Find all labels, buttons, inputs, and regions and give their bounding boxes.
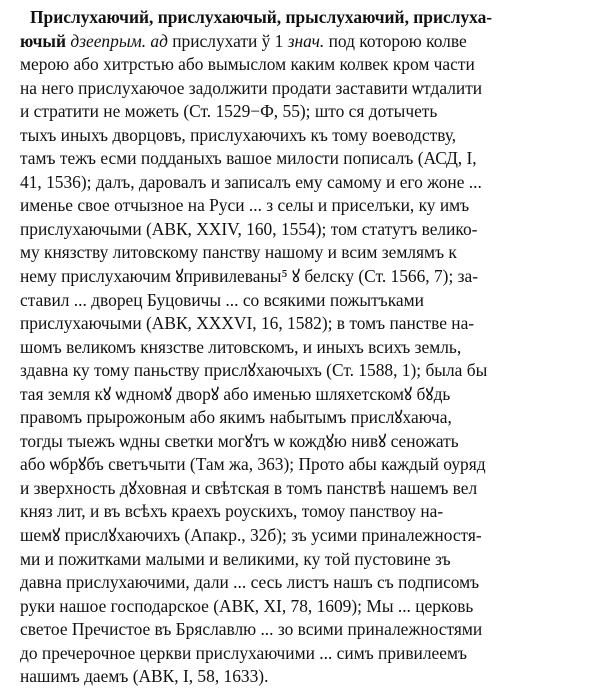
entry-line: давна прислухаючими, дали ... сесь листъ нашъ съ подписомъ: [20, 572, 480, 593]
entry-line: именье свое отчызное на Руси ... з селы и приселъки, ку имъ: [20, 195, 470, 216]
entry-line-2: [20, 30, 588, 54]
entry-line: тыхъ иныхъ дворцовъ, прислухаючихъ къ тому воеводству,: [20, 124, 457, 145]
entry-line: княз лит, и въ всѣхъ краехъ роускихъ, томоу панствоу на-: [20, 501, 444, 522]
entry-line: тая земля кꙋ ѡдномꙋ дворꙋ або именью шляхетскомꙋ бꙋдь: [20, 383, 451, 404]
entry-line: шомъ великомъ князстве литовскомъ, и иныхъ всихъ земль,: [20, 336, 462, 357]
entry-line-last: нашимъ даемъ (АВК, I, 58, 1633).: [20, 666, 269, 687]
entry-line-1: [20, 6, 588, 30]
entry-line: 41, 1536); далъ, даровалъ и записалъ ему самому и его жоне ...: [20, 171, 482, 192]
entry-line: здавна ку тому паньству прислꙋхаючыхъ (Ст. 1588, 1); была бы: [20, 360, 488, 381]
entry-line: светое Пречистое въ Бряславлю ... зо всими приналежностями: [20, 619, 483, 640]
grammar-label: дзеепрым. ад: [70, 30, 168, 51]
entry-line: руки нашое господарское (АВК, XI, 78, 1609); Мы ... церковь: [20, 595, 474, 616]
entry-line: правомъ прырожоным або якимъ набытымъ прислꙋхаюча,: [20, 407, 452, 428]
entry-line: му князству литовскому панству нашому и всим землямъ к: [20, 242, 457, 263]
entry-line: або ѡбрꙋбъ светъчыти (Там жа, 363); Прото абы каждый оуряд: [20, 454, 486, 475]
entry-line: тогды тыежъ ѡдны светки могꙋтъ ѡ кождꙋю нивꙋ сеножать: [20, 430, 459, 451]
entry-line: прислухаючыми (АВК, XXXVI, 16, 1582); в томъ панстве на-: [20, 313, 475, 334]
headword: Прислухаючий, прислухаючый, прыслухаючий, прислуха-: [30, 7, 493, 27]
entry-line: ставил ... дворец Буцовичы ... со всякими пожытъками: [20, 289, 424, 310]
entry-line: до пречерочное церкви прислухаючими ... симъ привилеемъ: [20, 642, 467, 663]
entry-line: шемꙋ прислꙋхаючихъ (Апакр., 32б); зъ усими приналежностя-: [20, 525, 482, 546]
definition-start: прислухати: [167, 30, 262, 51]
quotation-start: под которою колве: [324, 30, 467, 51]
entry-line: прислухаючыми (АВК, XXIV, 160, 1554); том статутъ велико-: [20, 218, 478, 239]
dictionary-entry: [20, 6, 588, 689]
entry-line: ми и пожитками малыми и великими, ку той пустовине зъ: [20, 548, 451, 569]
entry-line: и зверхность дꙋховная и свѣтская в томъ панствѣ нашемъ вел: [20, 477, 478, 498]
headword-continuation: ючый: [20, 30, 67, 51]
sense-mark: ў 1: [261, 30, 284, 51]
entry-line: тамъ тежъ есми подданыхъ вашое милости пописалъ (АСД, I,: [20, 148, 477, 169]
entry-line: мерою або хитрстью або вымыслом каким колвек кром части: [20, 54, 475, 75]
meaning-label: знач.: [283, 30, 325, 51]
entry-line: и стратити не можеть (Ст. 1529−Ф, 55); што ся дотычеть: [20, 101, 438, 122]
entry-line: нему прислухаючим ꙋпривилеваны⁵ ꙋ белску (Ст. 1566, 7); за-: [20, 266, 479, 287]
entry-line: на него прислухаючое задолжити продати заставити ѡтдалити: [20, 77, 483, 98]
